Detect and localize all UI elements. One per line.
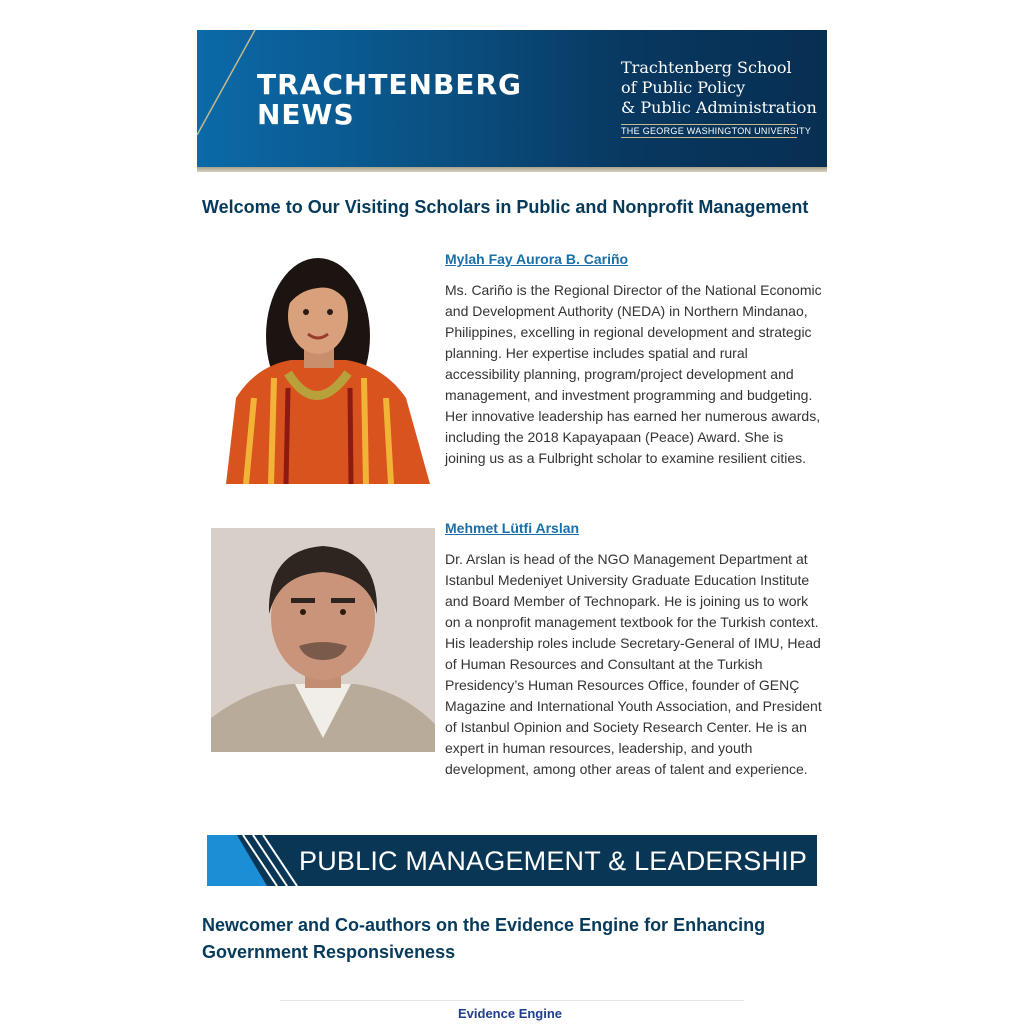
section-heading-visiting-scholars: Welcome to Our Visiting Scholars in Public and Nonprofit Management: [202, 197, 809, 217]
newsletter-title-line1: TRACHTENBERG: [257, 68, 522, 101]
newsletter-header-banner: [197, 30, 827, 170]
university-name: THE GEORGE WASHINGTON UNIVERSITY: [621, 126, 812, 136]
scholar-photo-carino: [216, 248, 432, 484]
evidence-engine-label: Evidence Engine: [458, 1006, 563, 1021]
newsletter-title: [257, 70, 522, 130]
banner-title-pml: PUBLIC MANAGEMENT & LEADERSHIP: [299, 846, 808, 876]
school-name-line1: Trachtenberg School: [621, 58, 792, 77]
scholar-bio-carino: Ms. Cariño is the Regional Director of the National Economic and Development Authority (NEDA) in Northern Mindanao, Philippines, excelling in regional development and strategic planning. Her expertise includes spatial and rural accessibility planning, program/project development and management, and investment programming and budgeting. Her innovative leadership has earned her numerous awards, including the 2018 Kapayapaan (Peace) Award. She is joining us as a Fulbright scholar to examine resilient cities.: [445, 282, 822, 466]
school-name-line3: & Public Administration: [621, 98, 817, 117]
scholar-bio-arslan: Dr. Arslan is head of the NGO Management Department at Istanbul Medeniyet University Graduate Education Institute and Board Member of Technopark. He is joining us to work on a nonprofit management textbook for the Turkish context. His leadership roles include Secretary-General of IMU, Head of Human Resources and Consultant at the Turkish Presidency’s Human Resources Office, founder of GENÇ Magazine and International Youth Association, and President of Istanbul Opinion and Society Research Center. He is an expert in human resources, leadership, and youth development, among other areas of talent and experience.: [445, 551, 822, 777]
scholar-name-link-carino[interactable]: Mylah Fay Aurora B. Cariño: [445, 251, 629, 267]
public-management-leadership-banner: [207, 835, 817, 886]
school-name-line2: of Public Policy: [621, 78, 746, 97]
scholar-name-link-arslan[interactable]: Mehmet Lütfi Arslan: [445, 520, 580, 536]
banner-stripes-decoration: [207, 835, 307, 886]
section-heading-evidence-engine: Newcomer and Co-authors on the Evidence Engine for Enhancing Government Responsiveness: [202, 915, 766, 962]
scholar-photo-arslan: [211, 528, 435, 752]
school-logo: [621, 58, 817, 118]
banner-bottom-rule: [197, 167, 827, 172]
divider-line: [280, 1000, 744, 1001]
newsletter-title-line2: NEWS: [257, 98, 355, 131]
